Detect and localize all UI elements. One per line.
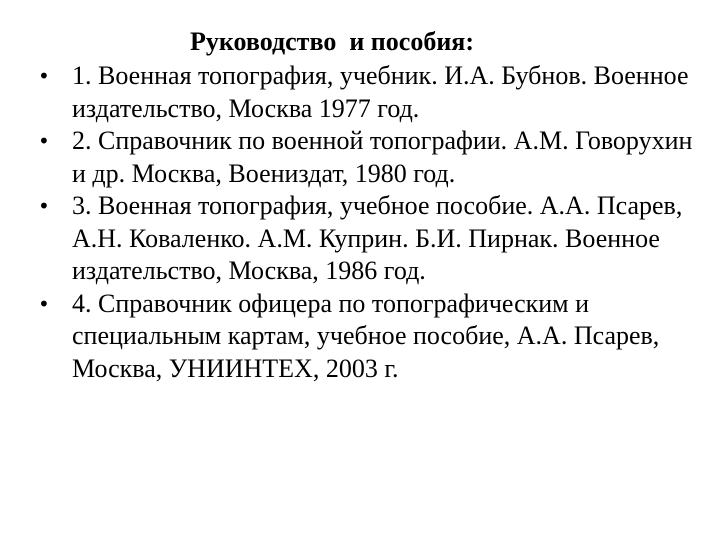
list-item <box>38 190 698 288</box>
list-item-text: 1. Военная топография, учебник. И.А. Бубнов. Военное издательство, Москва 1977 год. <box>72 61 689 123</box>
bullet-icon: • <box>38 64 50 88</box>
list-item <box>38 288 698 386</box>
slide-title: Руководство и пособия: <box>190 27 475 56</box>
list-item-text: 3. Военная топография, учебное пособие. А.А. Псарев, А.Н. Коваленко. А.М. Куприн. Б.И. Пирнак. Военное издательство, Москва, 1986 год. <box>72 191 683 285</box>
bullet-icon: • <box>38 291 50 316</box>
reference-list <box>38 60 698 385</box>
list-item-text: 2. Справочник по военной топографии. А.М. Говорухин и др. Москва, Воениздат, 1980 год. <box>72 126 693 188</box>
list-item-text: 4. Справочник офицера по топографическим и специальным картам, учебное пособие, А.А. Псарев, Москва, УНИИНТЕХ, 2003 г. <box>72 288 660 383</box>
list-item <box>38 125 698 190</box>
bullet-icon: • <box>38 194 50 218</box>
bullet-icon: • <box>38 129 50 153</box>
list-item <box>38 60 698 125</box>
